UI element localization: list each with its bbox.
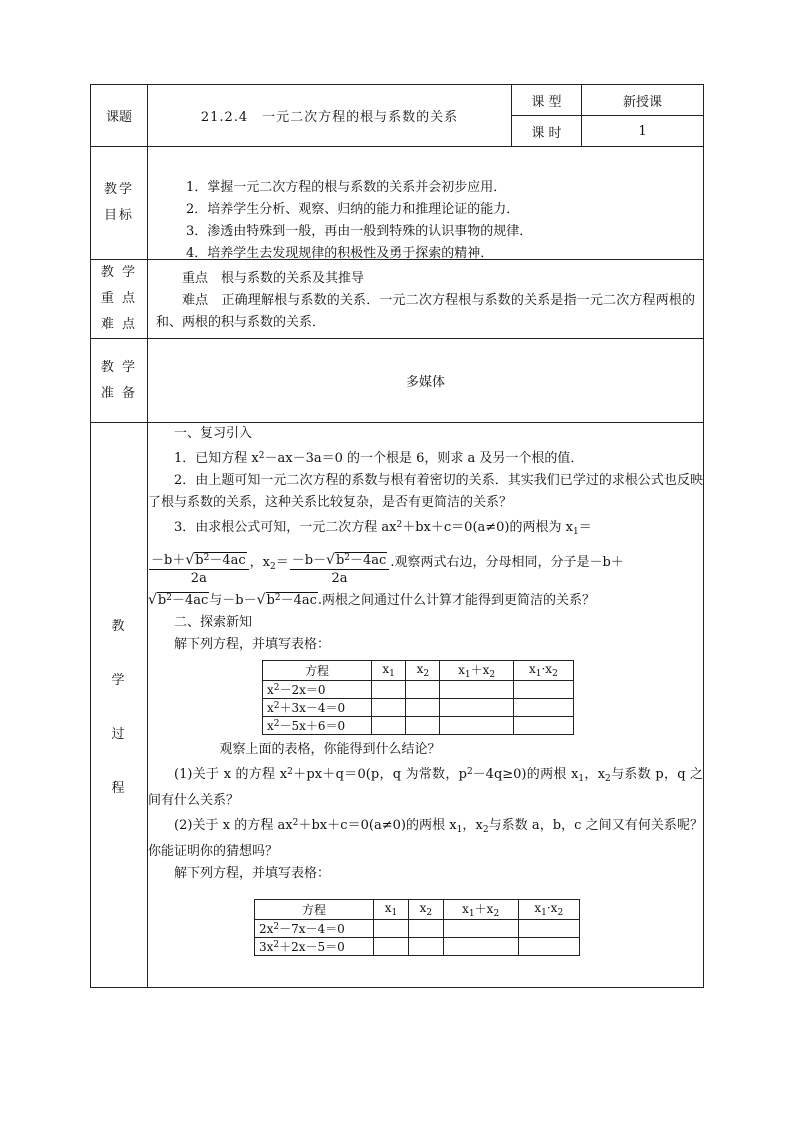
root-fraction-2: $\frac{-b-√b^2-4ac}{2a}$	[290, 550, 390, 587]
question-p1: (1)关于 x 的方程 $x^2+px+q=0(p$，q 为常数，$p^2-4q\ge 0$)的两根 $x_1$，$x_2$与系数 p，q 之间有什么关系？	[148, 767, 703, 808]
lesson-type-label: 课 型	[512, 85, 582, 116]
prep-label: 教 学 准 备	[91, 339, 148, 423]
question-p2: (2)关于 x 的方程 $ax^2+bx+c=0(a\ne 0)$的两根 $x_1$，$x_2$与系数 a，b，c 之间又有何关系呢？你能证明你的猜想吗？	[148, 818, 704, 859]
question-3-continued: $√b^2-4ac$与$-b-√b^2-4ac$.两根之间通过什么计算才能得到更简洁的关系？	[148, 592, 596, 608]
section-review: 一、复习引入	[174, 426, 253, 441]
section-explore: 二、探索新知	[174, 615, 253, 630]
equation-table-1	[262, 660, 574, 735]
lesson-type-value: 新授课	[582, 85, 704, 116]
table-header-row: 方程 $x_1$ $x_2$ $x_1+x_2$ $x_1\cdot x_2$	[255, 900, 580, 920]
equation-table-2	[254, 899, 580, 956]
root-formula: $\frac{-b+√b^2-4ac}{2a}$ ，$x_2=$ $\frac{-b-√b^2-4ac}{2a}$ .观察两式右边，分母相同，分子是－b＋	[151, 552, 624, 586]
goal-item: 3．渗透由特殊到一般，再由一般到特殊的认识事物的规律．	[186, 224, 533, 239]
table-row: $x^2-2x=0$	[263, 681, 574, 699]
class-hours-value: 1	[582, 116, 704, 147]
table-row: $x^2-5x+6=0$	[263, 717, 574, 735]
instruction-2: 解下列方程，并填写表格：	[174, 866, 331, 881]
lesson-plan-table	[90, 84, 704, 988]
focus-content	[148, 260, 704, 339]
goal-item: 2．培养学生分析、观察、归纳的能力和推理论证的能力．	[186, 202, 520, 217]
process-content	[148, 423, 704, 988]
topic-label: 课题	[91, 85, 148, 147]
topic-title: 21.2.4 一元二次方程的根与系数的关系	[148, 85, 512, 147]
instruction-1: 解下列方程，并填写表格：	[174, 637, 331, 652]
goal-item: 1．掌握一元二次方程的根与系数的关系并会初步应用．	[186, 180, 507, 195]
goals-content	[148, 147, 704, 260]
prep-content: 多媒体	[148, 339, 704, 423]
focus-label: 教 学 重 点 难 点	[91, 260, 148, 339]
table-row: $x^2+3x-4=0$	[263, 699, 574, 717]
goal-item: 4．培养学生去发现规律的积极性及勇于探索的精神．	[186, 246, 494, 261]
question-1: 1．已知方程 $x^2-ax-3a=0$ 的一个根是 6，则求 a 及另一个根的值．	[174, 451, 584, 466]
table-row: $3x^2+2x-5=0$	[255, 938, 580, 956]
class-hours-label: 课 时	[512, 116, 582, 147]
difficulty: 难点 正确理解根与系数的关系．一元二次方程根与系数的关系是指一元二次方程两根的和、两根的积与系数的关系．	[156, 293, 695, 330]
question-3: 3．由求根公式可知，一元二次方程 $ax^2+bx+c=0(a\ne 0)$的两根为 $x_1=$	[174, 520, 592, 537]
key-point: 重点 根与系数的关系及其推导	[182, 271, 365, 286]
process-label: 教 学 过 程	[91, 423, 148, 988]
table-header-row: 方程 $x_1$ $x_2$ $x_1+x_2$ $x_1\cdot x_2$	[263, 661, 574, 681]
table-row: $2x^2-7x-4=0$	[255, 920, 580, 938]
question-2: 2．由上题可知一元二次方程的系数与根有着密切的关系．其实我们已学过的求根公式也反映了根与系数的关系，这种关系比较复杂，是否有更简洁的关系？	[148, 473, 703, 510]
goals-label: 教学 目标	[91, 147, 148, 260]
root-fraction-1: $\frac{-b+√b^2-4ac}{2a}$	[149, 550, 249, 587]
observe-question: 观察上面的表格，你能得到什么结论？	[219, 742, 441, 757]
